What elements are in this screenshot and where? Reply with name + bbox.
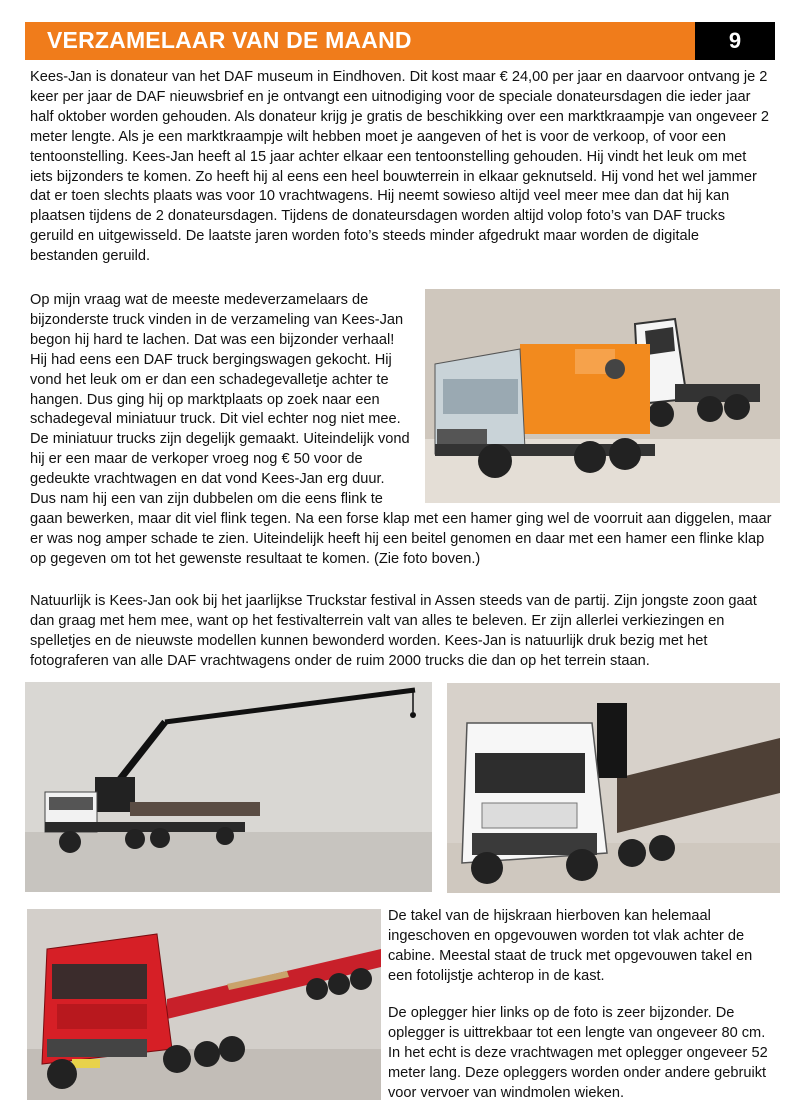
page-title: VERZAMELAAR VAN DE MAAND xyxy=(47,27,412,53)
paragraph-bijzonderste-truck-vervolg: gaan bewerken, maar dit viel flink tegen. Na een forse klap met een hamer ging wel de voorruit aan diggelen, maar er was nog amper schade te zien. Uiteindelijk heeft hij een beitel genomen en daar met een hamer een flinke klap op gegeven om tot het gewenste resultaat te komen. (Zie foto boven.) xyxy=(30,511,772,567)
photo-hijskraan-vooraanzicht xyxy=(447,683,780,893)
photo-bergingswagen xyxy=(425,289,780,503)
page-number: 9 xyxy=(695,22,775,60)
paragraph-oplegger: De oplegger hier links op de foto is zeer bijzonder. De oplegger is uittrekbaar tot een lengte van ongeveer 80 cm. In het echt is deze vrachtwagen met oplegger ongeveer 52 meter lang. Deze opleggers worden onder andere gebruikt voor vervoer van windmolen wieken. xyxy=(388,1005,768,1101)
photo-rode-truck-oplegger xyxy=(27,909,381,1100)
photo-hijskraan-zijaanzicht xyxy=(25,682,432,892)
paragraph-takel: De takel van de hijskraan hierboven kan helemaal ingeschoven en opgevouwen worden tot vlak achter de cabine. Meestal staat de truck met opgevouwen takel en een fotolijstje achterop in de kast. xyxy=(388,908,753,984)
paragraph-bijzonderste-truck: Op mijn vraag wat de meeste medeverzamelaars de bijzonderste truck vinden in de verzameling van Kees-Jan begon hij hard te lachen. Dat was een bijzonder verhaal! Hij had eens een DAF truck bergingswagen gekocht. Hij vond het leuk om er dan een schadegevalletje achter te hangen. Dus ging hij op marktplaats op zoek naar een schadegeval miniatuur truck. Dit viel echter nog niet mee. De miniatuur trucks zijn degelijk gemaakt. Uiteindelijk vond hij er een maar de verkoper vroeg nog € 50 voor de gedeukte vrachtwagen en dat vond Kees-Jan erg duur. Dus nam hij een van zijn dubbelen om die eens flink te xyxy=(30,292,410,508)
page-header xyxy=(25,22,775,60)
paragraph-truckstar: Natuurlijk is Kees-Jan ook bij het jaarlijkse Truckstar festival in Assen steeds van de partij. Zijn jongste zoon gaat dan graag met hem mee, want op het festivalterrein valt van alles te beleven. Er zijn allerlei verkiezingen en spelletjes en de nieuwste modellen kunnen bewonderd worden. Kees-Jan is natuurlijk druk bezig met het fotograferen van alle DAF vrachtwagens onder de ruim 2000 trucks die dan op het terrein staan. xyxy=(30,593,757,669)
paragraph-donateur: Kees-Jan is donateur van het DAF museum in Eindhoven. Dit kost maar € 24,00 per jaar en daarvoor ontvang je 2 keer per jaar de DAF nieuwsbrief en je ontvangt een uitnodiging voor de speciale donateursdagen die ieder jaar half oktober worden gehouden. Als donateur krijg je gratis de beschikking over een marktkraampje van ongeveer 2 meter lengte. Als je een marktkraampje wilt hebben moet je aangeven of het is voor de verkoop, of voor een tentoonstelling. Kees-Jan heeft al 15 jaar achter elkaar een tentoonstelling gehouden. Hij vindt het leuk om met iets bijzonders te komen. Zo heeft hij al eens een heel bouwterrein in elkaar geknutseld. Hij vond het wel jammer dat er toen slechts plaats was voor 10 vrachtwagens. Hij neemt sowieso altijd veel meer mee dan dat hij kan plaatsen tijdens de 2 donateursdagen. Tijdens de donateursdagen worden altijd volop foto’s van DAF trucks geruild en uitgewisseld. De laatste jaren worden foto’s steeds minder afgedrukt maar worden de digitale bestanden geruild. xyxy=(30,69,770,265)
